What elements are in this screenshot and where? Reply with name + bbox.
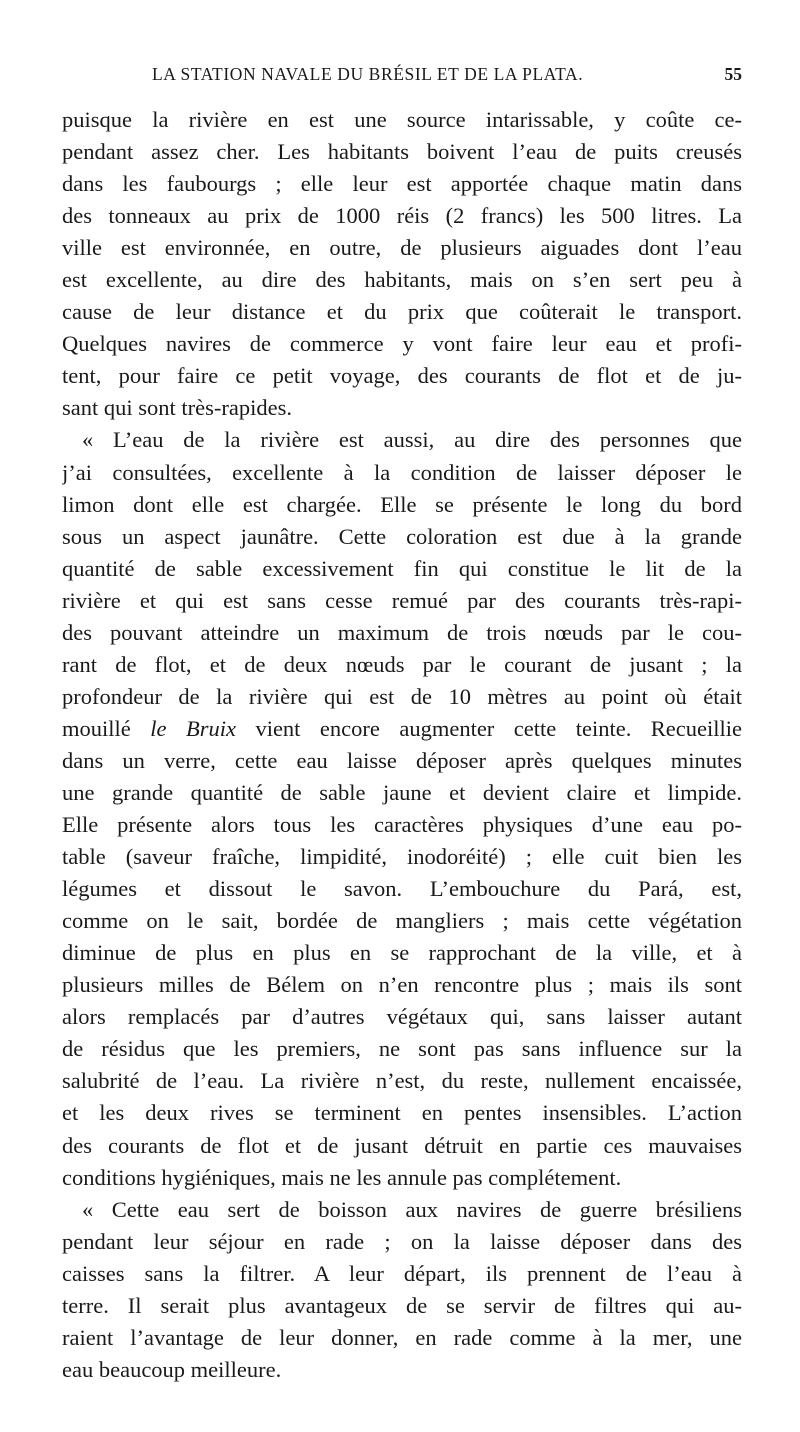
text-line: et les deux rives se terminent en pentes insensibles. L’action [62,1100,742,1126]
text-line: puisque la rivière en est une source intarissable, y coûte ce- [62,107,742,132]
text-line: eau beaucoup meilleure. [62,1356,282,1382]
text-line: diminue de plus en plus en se rapprochant de la ville, et à [62,940,742,966]
text-line: profondeur de la rivière qui est de 10 mètres au point où était [62,683,742,709]
page-number: 55 [724,64,742,84]
text-line: de résidus que les premiers, ne sont pas sans influence sur la [62,1036,742,1062]
text-line: des tonneaux au prix de 1000 réis (2 francs) les 500 litres. La [62,203,742,229]
running-head [152,64,742,86]
text-line: ville est environnée, en outre, de plusieurs aiguades dont l’eau [62,235,742,261]
text-segment: mouillé [62,715,131,741]
text-line: légumes et dissout le savon. L’embouchure du Pará, est, [62,876,742,902]
text-line: pendant leur séjour en rade ; on la laisse déposer dans des [62,1228,742,1254]
text-line: table (saveur fraîche, limpidité, inodoréité) ; elle cuit bien les [62,844,742,870]
text-line: Quelques navires de commerce y vont faire leur eau et profi- [62,331,742,357]
text-line: quantité de sable excessivement fin qui constitue le lit de la [62,555,742,581]
text-segment: vient encore augmenter cette teinte. Recueillie [255,715,742,741]
text-line: cause de leur distance et du prix que coûterait le transport. [62,299,742,325]
text-line: rant de flot, et de deux nœuds par le courant de jusant ; la [62,651,742,677]
text-line: salubrité de l’eau. La rivière n’est, du reste, nullement encaissée, [62,1068,742,1094]
text-line: dans un verre, cette eau laisse déposer après quelques minutes [62,747,742,773]
text-line: Elle présente alors tous les caractères physiques d’une eau po- [62,812,742,838]
text-line: rivière et qui est sans cesse remué par des courants très-rapi- [62,587,742,613]
body-text [62,104,742,1386]
text-line [62,713,742,745]
text-line: des courants de flot et de jusant détruit en partie ces mauvaises [62,1132,742,1158]
text-line: conditions hygiéniques, mais ne les annule pas complétement. [62,1164,622,1190]
text-line: plusieurs milles de Bélem on n’en rencontre plus ; mais ils sont [62,972,742,998]
text-line: tent, pour faire ce petit voyage, des courants de flot et de ju- [62,363,742,389]
text-line: comme on le sait, bordée de mangliers ; mais cette végétation [62,908,742,934]
text-line: une grande quantité de sable jaune et devient claire et limpide. [62,779,742,805]
text-line: caisses sans la filtrer. A leur départ, ils prennent de l’eau à [62,1260,742,1286]
text-line: sous un aspect jaunâtre. Cette coloration est due à la grande [62,523,742,549]
text-line: est excellente, au dire des habitants, mais on s’en sert peu à [62,267,742,293]
text-line: limon dont elle est chargée. Elle se présente le long du bord [62,491,742,517]
text-line: « L’eau de la rivière est aussi, au dire des personnes que [82,427,742,453]
ship-name: le Bruix [150,715,236,741]
text-line: raient l’avantage de leur donner, en rade comme à la mer, une [62,1324,742,1350]
text-line: alors remplacés par d’autres végétaux qui, sans laisser autant [62,1004,742,1030]
text-line: des pouvant atteindre un maximum de trois nœuds par le cou- [62,619,742,645]
text-line: sant qui sont très-rapides. [62,395,292,421]
text-line: j’ai consultées, excellente à la condition de laisser déposer le [62,459,742,485]
text-line: pendant assez cher. Les habitants boivent l’eau de puits creusés [62,139,742,165]
text-line: dans les faubourgs ; elle leur est apportée chaque matin dans [62,171,742,197]
running-title: LA STATION NAVALE DU BRÉSIL ET DE LA PLATA. [152,64,584,84]
text-line: terre. Il serait plus avantageux de se servir de filtres qui au- [62,1292,742,1318]
text-line: « Cette eau sert de boisson aux navires de guerre brésiliens [82,1196,742,1222]
